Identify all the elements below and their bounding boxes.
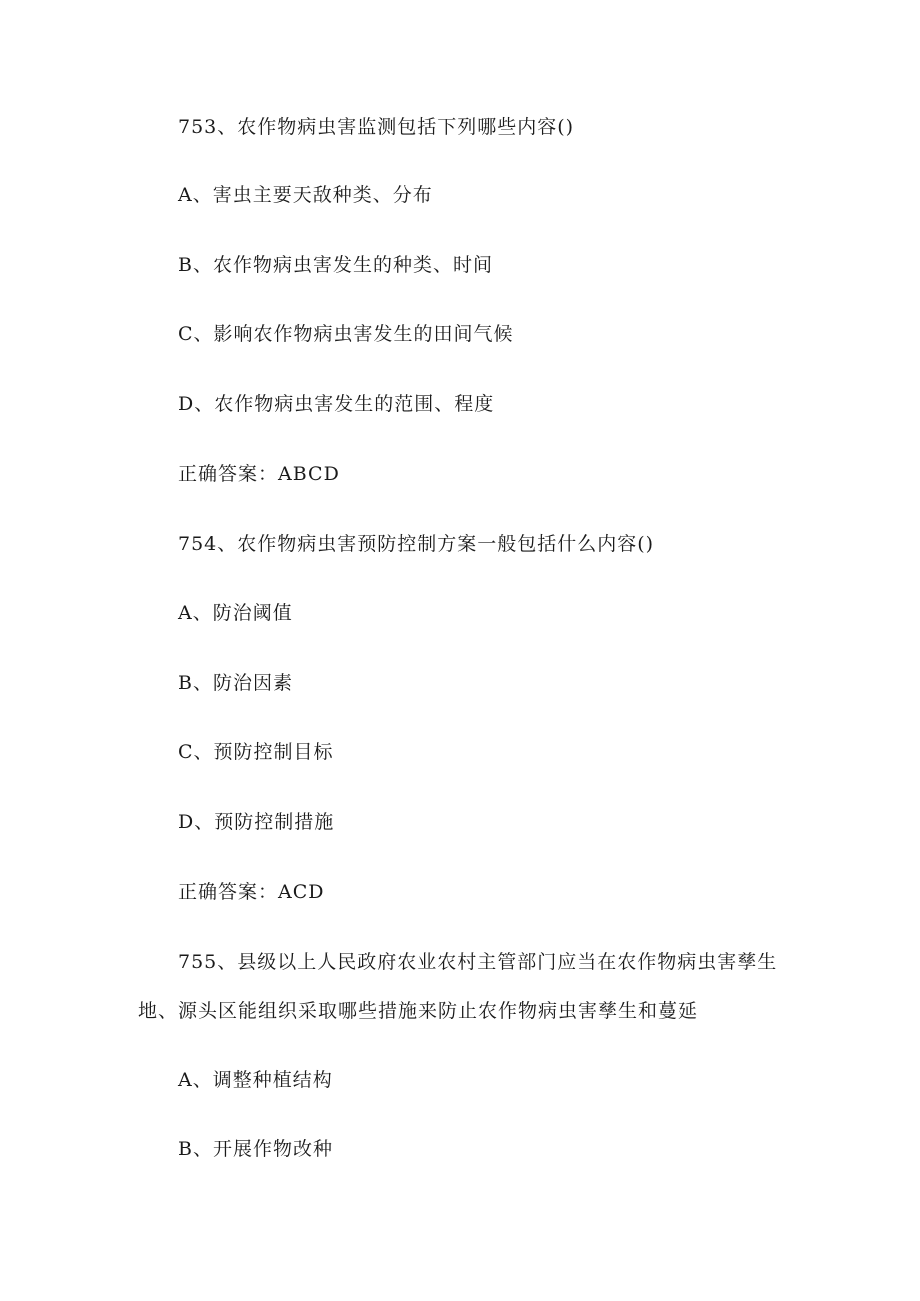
question-754-stem: 754、农作物病虫害预防控制方案一般包括什么内容() [178, 533, 655, 555]
question-754-option-d: D、预防控制措施 [178, 811, 335, 833]
question-755-stem-line2: 地、源头区能组织采取哪些措施来防止农作物病虫害孳生和蔓延 [138, 1000, 699, 1022]
question-753-option-d: D、农作物病虫害发生的范围、程度 [178, 393, 495, 415]
question-753-answer: 正确答案：ABCD [178, 463, 340, 485]
question-754-option-c: C、预防控制目标 [178, 741, 334, 763]
question-754-option-b: B、防治因素 [178, 672, 293, 694]
question-755-option-a: A、调整种植结构 [178, 1069, 333, 1091]
question-753-option-a: A、害虫主要天敌种类、分布 [178, 184, 433, 206]
question-753-option-c: C、影响农作物病虫害发生的田间气候 [178, 323, 514, 345]
question-753-stem: 753、农作物病虫害监测包括下列哪些内容() [178, 116, 575, 138]
question-753-option-b: B、农作物病虫害发生的种类、时间 [178, 254, 493, 276]
question-755-option-b: B、开展作物改种 [178, 1138, 333, 1160]
question-755-stem-line1: 755、县级以上人民政府农业农村主管部门应当在农作物病虫害孳生 [178, 951, 778, 973]
question-754-answer: 正确答案：ACD [178, 881, 325, 903]
question-754-option-a: A、防治阈值 [178, 602, 293, 624]
